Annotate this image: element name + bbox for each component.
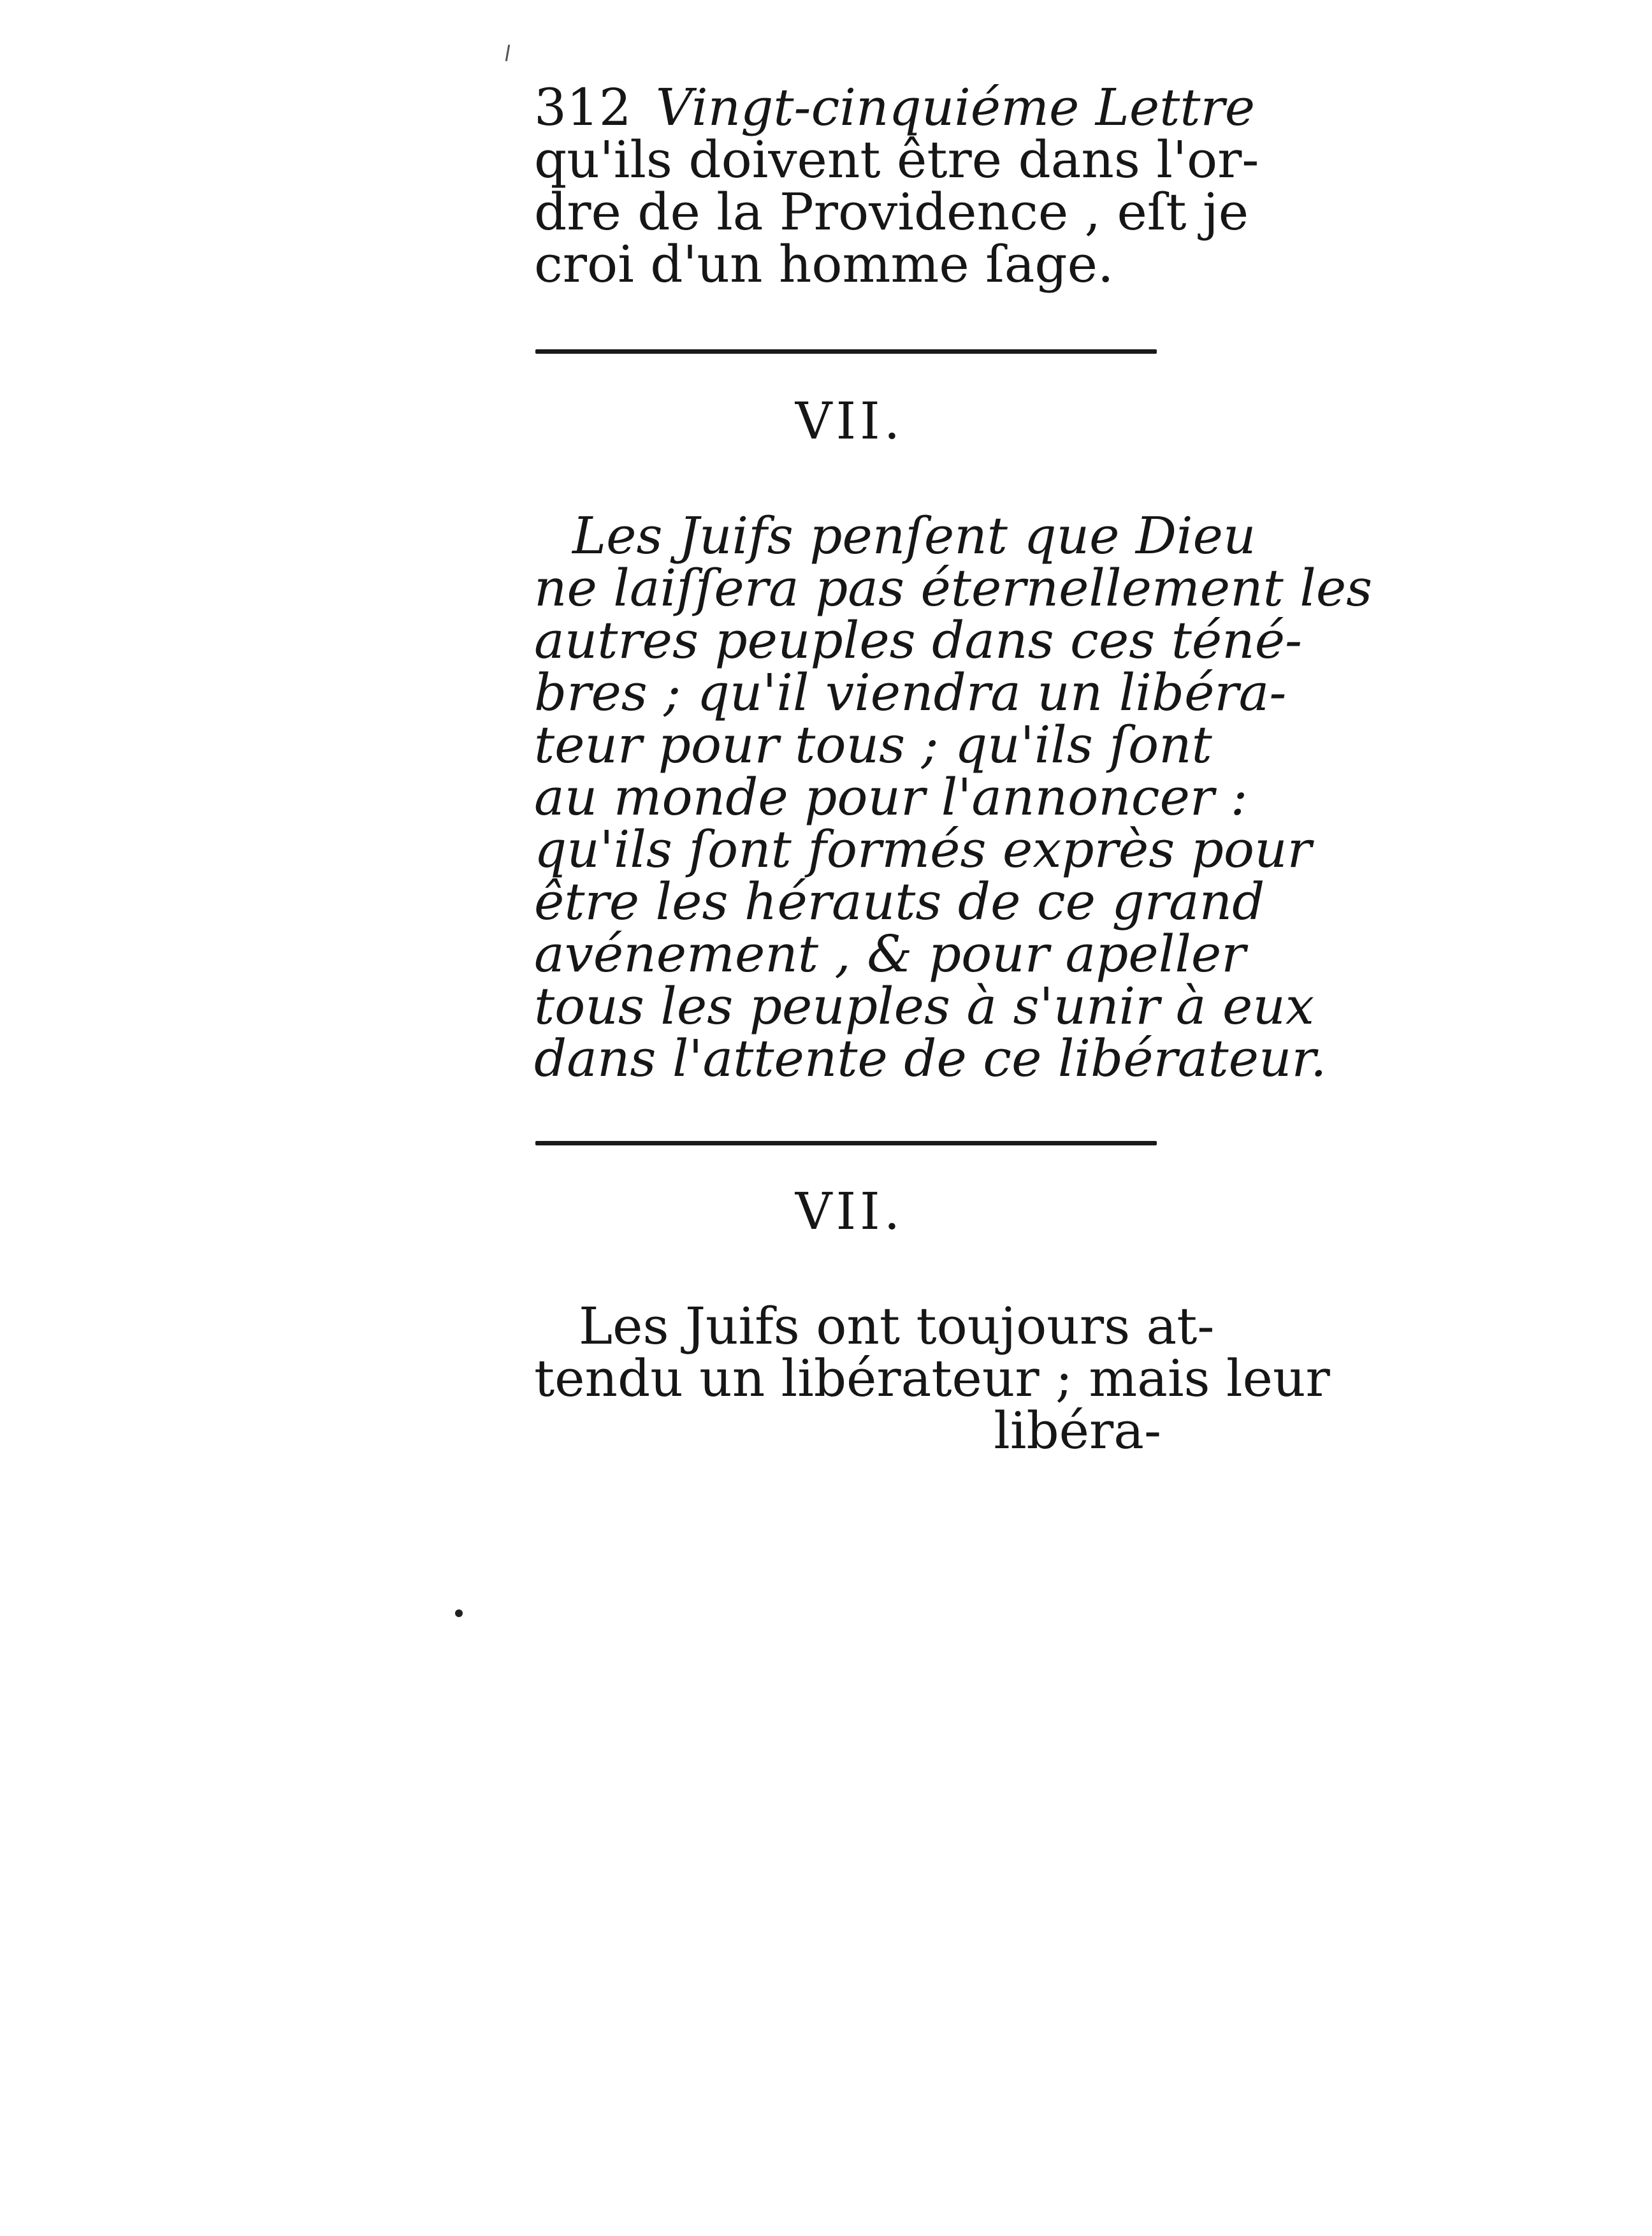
- ink-speck: [455, 1609, 463, 1617]
- section-rule: [535, 349, 1157, 354]
- text-line: dans l'attente de ce libérateur.: [534, 1029, 1327, 1088]
- text-line: dre de la Providence , eſt je: [534, 182, 1249, 242]
- text-line: bres ; qu'il viendra un libéra-: [534, 663, 1287, 722]
- text-line: tendu un libérateur ; mais leur: [534, 1349, 1330, 1408]
- text-line: être les hérauts de ce grand: [534, 872, 1265, 931]
- section-rule: [535, 1141, 1157, 1145]
- text-line: qu'ils ſont formés exprès pour: [534, 820, 1312, 879]
- text-line: Les Juifs penſent que Dieu: [572, 506, 1256, 565]
- text-line: au monde pour l'annoncer :: [534, 767, 1248, 827]
- text-line: qu'ils doivent être dans l'or-: [534, 130, 1259, 189]
- section-heading: VII.: [795, 391, 904, 451]
- text-line: Les Juifs ont toujours at-: [579, 1296, 1215, 1356]
- text-line: avénement , & pour apeller: [534, 924, 1246, 984]
- text-line: autres peuples dans ces téné-: [534, 611, 1303, 670]
- text-line: tous les peuples à s'unir à eux: [534, 976, 1315, 1036]
- catchword: libéra-: [994, 1401, 1161, 1460]
- running-title: Vingt-cinquiéme Lettre: [655, 78, 1256, 137]
- margin-mark: [505, 45, 510, 61]
- text-line: teur pour tous ; qu'ils ſont: [534, 715, 1212, 774]
- text-line: ne laiſſera pas éternellement les: [534, 558, 1373, 618]
- text-line: croi d'un homme ſage.: [534, 235, 1114, 294]
- page-header: [534, 78, 1256, 137]
- section-heading: VII.: [795, 1182, 904, 1241]
- page-number: 312: [534, 78, 632, 137]
